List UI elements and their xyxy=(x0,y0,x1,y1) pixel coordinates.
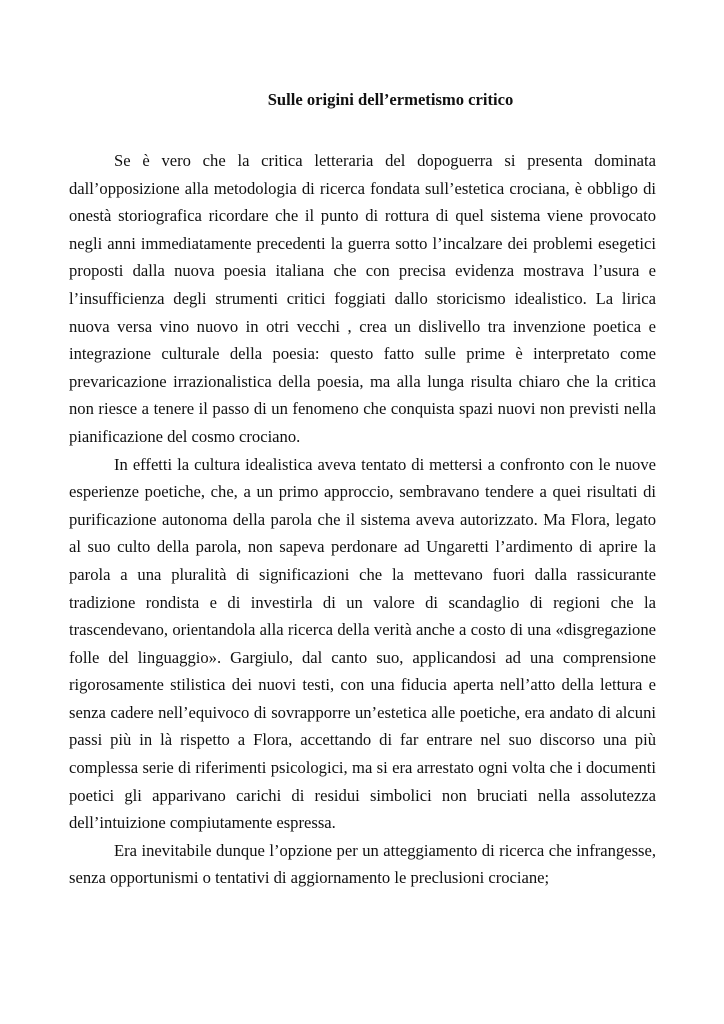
document-title: Sulle origini dell’ermetismo critico xyxy=(267,90,514,109)
document-page xyxy=(69,86,656,892)
paragraph-1: Se è vero che la critica letteraria del dopoguerra si presenta dominata dall’opposizione alla metodologia di ricerca fondata sull’estetica crociana, è obbligo di onestà storiografica ricordare che il punto di rottura di quel sistema viene provocato negli anni immediatamente precedenti la guerra sotto l’incalzare dei problemi esegetici proposti dalla nuova poesia italiana che con precisa evidenza mostrava l’usura e l’insufficienza degli strumenti critici foggiati dallo storicismo idealistico. La lirica nuova versa vino nuovo in otri vecchi , crea un dislivello tra invenzione poetica e integrazione culturale della poesia: questo fatto sulle prime è interpretato come prevaricazione irrazionalistica della poesia, ma alla lunga risulta chiaro che la critica non riesce a tenere il passo di un fenomeno che conquista spazi nuovi non previsti nella pianificazione del cosmo crociano. xyxy=(69,151,656,446)
paragraph-2: In effetti la cultura idealistica aveva tentato di mettersi a confronto con le nuove esperienze poetiche, che, a un primo approccio, sembravano tendere a quei risultati di purificazione autonoma della parola che il sistema aveva autorizzato. Ma Flora, legato al suo culto della parola, non sapeva perdonare ad Ungaretti l’ardimento di aprire la parola a una pluralità di significazioni che la mettevano fuori dalla rassicurante tradizione rondista e di investirla di un valore di scandaglio di regioni che la trascendevano, orientandola alla ricerca della verità anche a costo di una «disgregazione folle del linguaggio». Gargiulo, dal canto suo, applicandosi ad una comprensione rigorosamente stilistica dei nuovi testi, con una fiducia aperta nell’atto della lettura e senza cadere nell’equivoco di sovrapporre un’estetica alle poetiche, era andato di alcuni passi più in là rispetto a Flora, accettando di far entrare nel suo discorso una più complessa serie di riferimenti psicologici, ma si era arrestato ogni volta che i documenti poetici gli apparivano carichi di residui simbolici non bruciati nella assolutezza dell’intuizione compiutamente espressa. xyxy=(69,454,656,833)
paragraph-3: Era inevitabile dunque l’opzione per un atteggiamento di ricerca che infrangesse, senza opportunismi o tentativi di aggiornamento le preclusioni crociane; xyxy=(69,840,656,888)
